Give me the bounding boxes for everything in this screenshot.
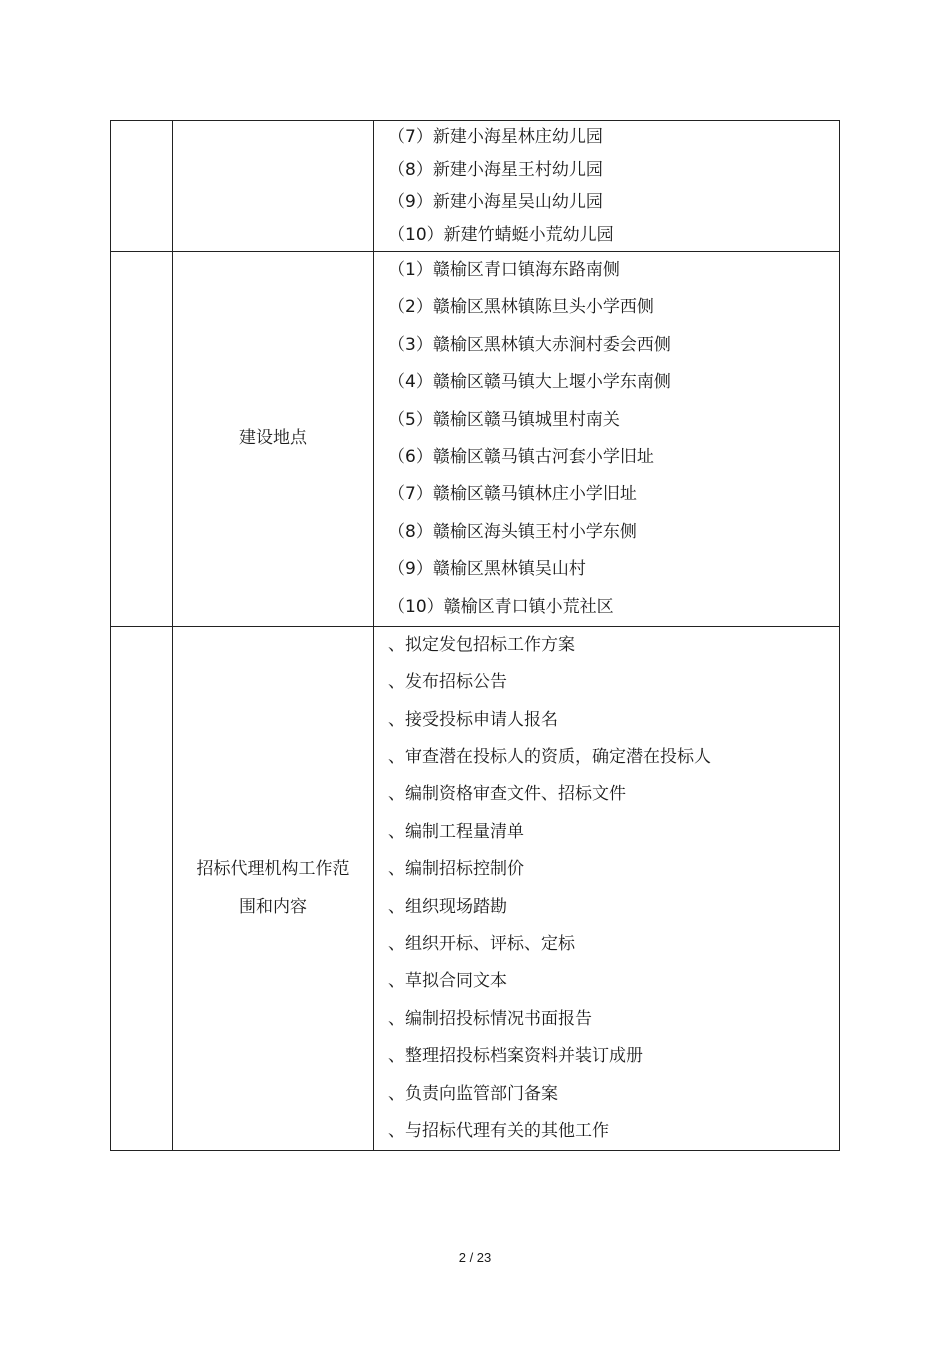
list-item: 、接受投标申请人报名 [388, 709, 558, 730]
page-number: 2 / 23 [458, 1250, 492, 1265]
list-item: （9）新建小海星吴山幼儿园 [388, 192, 603, 212]
list-item: 、负责向监管部门备案 [388, 1083, 558, 1104]
row-label-cell [173, 121, 374, 252]
row-content-cell [374, 252, 840, 627]
list-item: （7）赣榆区赣马镇林庄小学旧址 [388, 484, 637, 505]
list-item: （9）赣榆区黑林镇吴山村 [388, 559, 586, 580]
agency-scope-label [173, 626, 374, 1150]
table-row [111, 626, 840, 1150]
list-item: （5）赣榆区赣马镇城里村南关 [388, 409, 620, 430]
list-item: 、编制工程量清单 [388, 821, 524, 842]
list-item: 、与招标代理有关的其他工作 [388, 1120, 609, 1141]
list-item: （7）新建小海星林庄幼儿园 [388, 127, 603, 147]
row-number-cell [111, 121, 173, 252]
list-item: 、组织开标、评标、定标 [388, 934, 575, 955]
list-item: 、编制资格审查文件、招标文件 [388, 784, 626, 805]
label-line: 围和内容 [239, 896, 307, 917]
label-line: 招标代理机构工作范 [196, 859, 350, 880]
table-row [111, 121, 840, 252]
document-table [110, 120, 840, 1151]
list-item: 、编制招标控制价 [388, 859, 524, 880]
construction-location-label: 建设地点 [173, 252, 374, 627]
row-number-cell [111, 252, 173, 627]
list-item: 、编制招投标情况书面报告 [388, 1008, 592, 1029]
list-item: （6）赣榆区赣马镇古河套小学旧址 [388, 446, 654, 467]
list-item: （10）新建竹蜻蜓小荒幼儿园 [388, 224, 614, 245]
row-content-cell [374, 121, 840, 252]
list-item: （2）赣榆区黑林镇陈旦头小学西侧 [388, 297, 654, 318]
list-item: （3）赣榆区黑林镇大赤涧村委会西侧 [388, 334, 671, 355]
list-item: 、审查潜在投标人的资质，确定潜在投标人 [388, 747, 711, 768]
list-item: （1）赣榆区青口镇海东路南侧 [388, 260, 620, 280]
list-item: （4）赣榆区赣马镇大上堰小学东南侧 [388, 372, 671, 393]
list-item: 、草拟合同文本 [388, 971, 507, 992]
list-item: 、发布招标公告 [388, 672, 507, 693]
list-item: 、整理招投标档案资料并装订成册 [388, 1046, 643, 1067]
list-item: 、拟定发包招标工作方案 [388, 634, 575, 655]
row-number-cell [111, 626, 173, 1150]
list-item: （10）赣榆区青口镇小荒社区 [388, 596, 614, 617]
list-item: （8）赣榆区海头镇王村小学东侧 [388, 521, 637, 542]
list-item: 、组织现场踏勘 [388, 896, 507, 917]
row-content-cell [374, 626, 840, 1150]
table-row [111, 252, 840, 627]
list-item: （8）新建小海星王村幼儿园 [388, 159, 603, 180]
